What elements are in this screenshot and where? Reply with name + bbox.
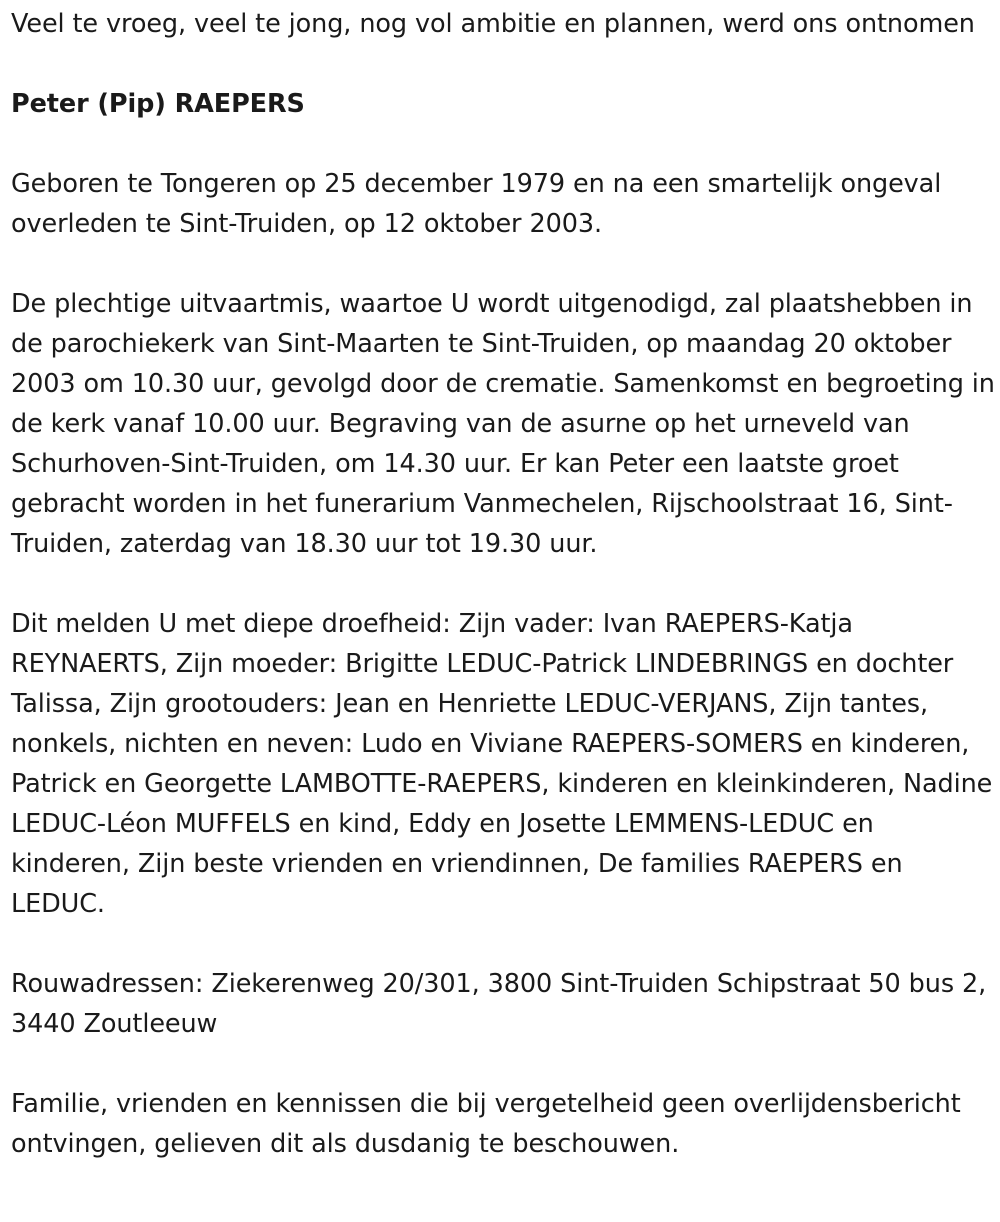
funeral-details: De plechtige uitvaartmis, waartoe U wordt uitgenodigd, zal plaatshebben in de parochiekerk van Sint-Maarten te Sint-Truiden, op maandag 20 oktober 2003 om 10.30 uur, gevolgd door de crematie. Samenkomst en begroeting in de kerk vanaf 10.00 uur. Begraving van de asurne op het urneveld van Schurhoven-Sint-Truiden, om 14.30 uur. Er kan Peter een laatste groet gebracht worden in het funerarium Vanmechelen, Rijschoolstraat 16, Sint-Truiden, zaterdag van 18.30 uur tot 19.30 uur.: [11, 289, 995, 559]
intro-text: Veel te vroeg, veel te jong, nog vol ambitie en plannen, werd ons ontnomen: [11, 9, 975, 39]
deceased-name: Peter (Pip) RAEPERS: [11, 89, 305, 119]
closing-text: Familie, vrienden en kennissen die bij vergetelheid geen overlijdensbericht ontvingen, gelieven dit als dusdanig te beschouwen.: [11, 1089, 961, 1159]
family-announcement: Dit melden U met diepe droefheid: Zijn vader: Ivan RAEPERS-Katja REYNAERTS, Zijn moeder: Brigitte LEDUC-Patrick LINDEBRINGS en dochter Talissa, Zijn grootouders: Jean en Henriette LEDUC-VERJANS, Zijn tantes, nonkels, nichten en neven: Ludo en Viviane RAEPERS-SOMERS en kinderen, Patrick en Georgette LAMBOTTE-RAEPERS, kinderen en kleinkinderen, Nadine LEDUC-Léon MUFFELS en kind, Eddy en Josette LEMMENS-LEDUC en kinderen, Zijn beste vrienden en vriendinnen, De families RAEPERS en LEDUC.: [11, 609, 993, 919]
birth-death-text: Geboren te Tongeren op 25 december 1979 en na een smartelijk ongeval overleden te Sint-Truiden, op 12 oktober 2003.: [11, 169, 942, 239]
death-notice: [11, 4, 996, 1164]
mourning-addresses: Rouwadressen: Ziekerenweg 20/301, 3800 Sint-Truiden Schipstraat 50 bus 2, 3440 Zoutleeuw: [11, 969, 987, 1039]
